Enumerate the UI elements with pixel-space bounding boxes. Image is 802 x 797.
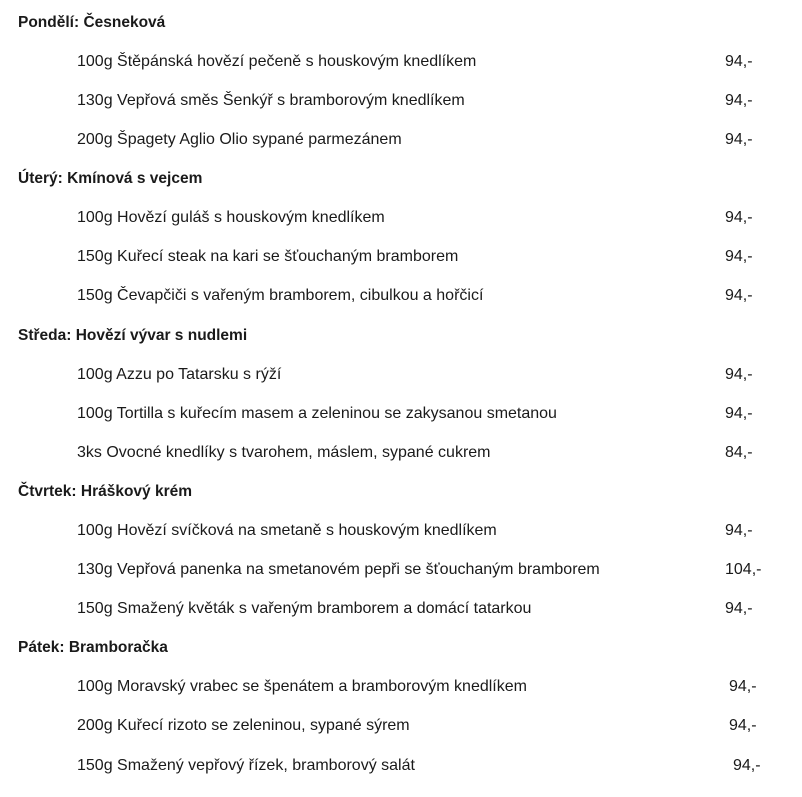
dish-price: 104,- — [725, 561, 762, 578]
dish-name: 150g Smažený vepřový řízek, bramborový salát — [77, 757, 415, 774]
dish-price: 94,- — [729, 678, 757, 695]
dish-price: 94,- — [725, 522, 753, 539]
dish-price: 94,- — [733, 757, 761, 774]
dish-price: 94,- — [725, 92, 753, 109]
day-heading-friday: Pátek: Bramboračka — [18, 639, 168, 656]
dish-price: 94,- — [725, 248, 753, 265]
dish-name: 150g Smažený květák s vařeným bramborem a domácí tatarkou — [77, 600, 532, 617]
dish-name: 150g Kuřecí steak na kari se šťouchaným bramborem — [77, 248, 459, 265]
dish-name: 100g Moravský vrabec se špenátem a bramborovým knedlíkem — [77, 678, 527, 695]
dish-price: 94,- — [725, 53, 753, 70]
dish-name: 130g Vepřová směs Šenkýř s bramborovým knedlíkem — [77, 92, 465, 109]
dish-name: 200g Kuřecí rizoto se zeleninou, sypané sýrem — [77, 717, 410, 734]
dish-name: 100g Štěpánská hovězí pečeně s houskovým knedlíkem — [77, 53, 477, 70]
day-heading-tuesday: Úterý: Kmínová s vejcem — [18, 170, 203, 187]
dish-price: 94,- — [729, 717, 757, 734]
dish-price: 94,- — [725, 287, 753, 304]
dish-name: 200g Špagety Aglio Olio sypané parmezánem — [77, 131, 402, 148]
dish-price: 94,- — [725, 131, 753, 148]
dish-name: 3ks Ovocné knedlíky s tvarohem, máslem, sypané cukrem — [77, 444, 491, 461]
dish-price: 84,- — [725, 444, 753, 461]
day-heading-monday: Pondělí: Česneková — [18, 14, 166, 31]
dish-name: 130g Vepřová panenka na smetanovém pepři se šťouchaným bramborem — [77, 561, 600, 578]
dish-name: 100g Hovězí guláš s houskovým knedlíkem — [77, 209, 385, 226]
dish-name: 100g Hovězí svíčková na smetaně s houskovým knedlíkem — [77, 522, 497, 539]
dish-name: 150g Čevapčiči s vařeným bramborem, cibulkou a hořčicí — [77, 287, 484, 304]
dish-price: 94,- — [725, 600, 753, 617]
day-heading-wednesday: Středa: Hovězí vývar s nudlemi — [18, 327, 248, 344]
dish-name: 100g Tortilla s kuřecím masem a zeleninou se zakysanou smetanou — [77, 405, 557, 422]
dish-price: 94,- — [725, 209, 753, 226]
day-heading-thursday: Čtvrtek: Hráškový krém — [18, 483, 193, 500]
dish-name: 100g Azzu po Tatarsku s rýží — [77, 366, 282, 383]
dish-price: 94,- — [725, 366, 753, 383]
dish-price: 94,- — [725, 405, 753, 422]
